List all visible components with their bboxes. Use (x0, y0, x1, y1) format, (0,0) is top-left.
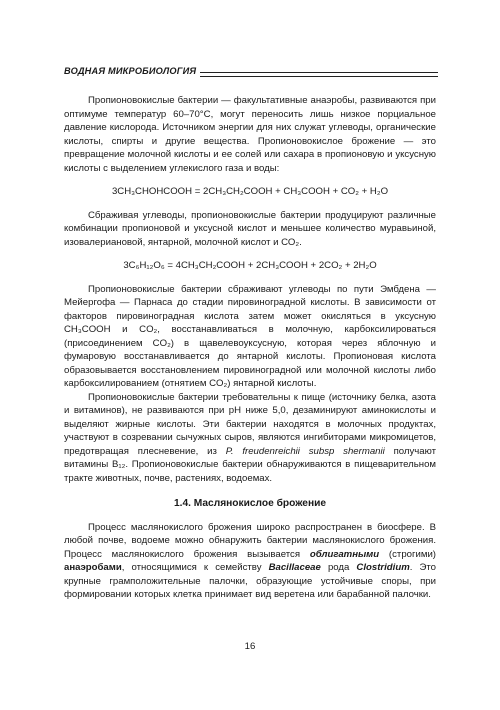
p5-text-e: . Это крупные грамположительные палочки, образующие устойчивые споры, при формировании которых клетка принимает вид веретена или барабанной палочки. (64, 562, 436, 600)
term-anaerobes: анаэробами (64, 562, 122, 573)
species-name: P. freudenreichii subsp shermanii (225, 445, 385, 457)
running-header (64, 66, 438, 80)
genus-name: Clostridium (356, 562, 410, 573)
paragraph-propionic-intro: Пропионовокислые бактерии — факультативные анаэробы, развиваются при оптимуме температур 60–70°С, могут переносить лишь низкое порциальное давление кислорода. Источником энергии для них служат углеводы, органические кислоты, спирты и другие вещества. Пропионовокислое брожение — это превращение молочной кислоты и ее солей или сахара в пропионовую и уксусную кислоты с выделением углекислого газа и воды: (64, 95, 436, 174)
p4-text-b: получают витамины B₁₂. Пропионовокислые бактерии обнаруживаются в пищеварительном тракте животных, почве, растениях, водоемах. (64, 445, 437, 484)
term-obligate: облигатными (309, 548, 380, 560)
section-heading: 1.4. Маслянокислое брожение (173, 498, 327, 509)
p5-text-d: рода (320, 562, 357, 573)
formula-lactate-fermentation: 3CH₃CHOHCOOH = 2CH₃CH₂COOH + CH₃COOH + CO₂ + H₂O (111, 186, 389, 197)
paragraph-carbohydrate-fermentation: Сбраживая углеводы, пропионовокислые бактерии продуцируют различные комбинации пропионовой и уксусной кислот и меньшее количество муравьиной, изовалериановой, янтарной, молочной кислот и СО₂. (64, 209, 436, 248)
p5-text-c: , относящимися к семейству (121, 562, 269, 573)
paragraph-pyruvate-pathway: Пропионовокислые бактерии сбраживают углеводы по пути Эмбдена — Мейергофа — Парнаса до стадии пировиноградной кислоты. В зависимости от факторов пировиноградная кислота затем может окисляться в уксусную CH₃COOH и CO₂, восстанавливаться в молочную, карбоксилироваться (присоединением CO₂) в щавелевоуксусную, которая через яблочную и фумаровую восстанавливается до янтарной кислоты. Пропионовая кислота образовывается восстановлением пировиноградной или молочной кислоты либо карбоксилированием (отнятием CO₂) янтарной кислоты. (64, 283, 436, 389)
formula-glucose-fermentation: 3C₆H₁₂O₆ = 4CH₃CH₂COOH + 2CH₃COOH + 2CO₂ + 2H₂O (123, 260, 377, 271)
body-text (64, 94, 436, 602)
running-title: ВОДНАЯ МИКРОБИОЛОГИЯ (64, 66, 200, 77)
p5-text-a: Процесс маслянокислого брожения широко распространен в биосфере. В любой почве, водоеме можно обнаружить бактерии маслянокислого брожения. Процесс маслянокислого брожения вызывается (64, 521, 436, 560)
family-name: Bacillaceae (268, 562, 321, 573)
paragraph-nutrition-requirements (64, 391, 436, 486)
paragraph-butyric-intro (64, 521, 436, 602)
p4-text-a: Пропионовокислые бактерии требовательны к пище (источнику белка, азота и витаминов), не развиваются при pH ниже 5,0, дезаминируют аминокислоты и выделяют жирные кислоты. Эти бактерии находятся в молочных продуктах, участвуют в созревании сычужных сыров, являются ингибиторами микромицетов, предотвращая плесневение, из (64, 391, 436, 457)
page-number: 16 (244, 641, 256, 652)
p5-text-b: (строгими) (379, 548, 437, 560)
